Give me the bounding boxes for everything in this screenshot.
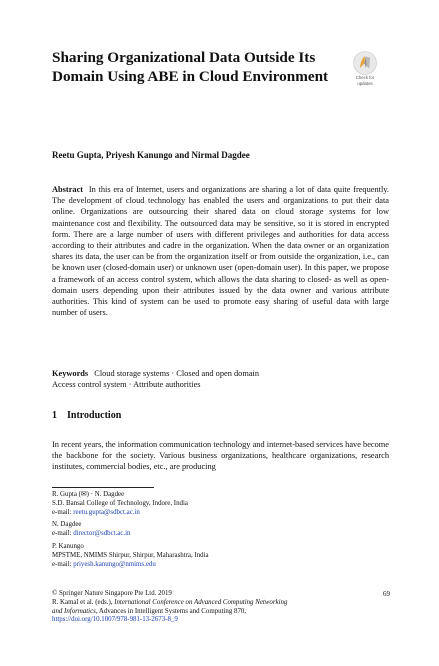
- email-label: e-mail:: [52, 560, 72, 568]
- keywords-line-2: Access control system · Attribute authorities: [52, 380, 201, 390]
- citation-line-2: [52, 608, 352, 617]
- footnote-affiliation: S.D. Bansal College of Technology, Indore, India: [52, 499, 188, 507]
- series-info: , Advances in Intelligent Systems and Computing 870,: [95, 607, 247, 615]
- author-list: Reetu Gupta, Priyesh Kanungo and Nirmal Dagdee: [52, 150, 250, 160]
- email-label: e-mail:: [52, 508, 72, 516]
- footnote-divider: [52, 487, 154, 488]
- footnote-gupta: [52, 491, 392, 517]
- introduction-paragraph: In recent years, the information communication technology and internet-based services have become the backbone for the society. Various business organizations, healthcare organizations, research institutes, commercial bodies, etc., are producing: [52, 440, 389, 472]
- doi-link[interactable]: https://doi.org/10.1007/978-981-13-2673-8_9: [52, 616, 178, 624]
- keywords-line-1: Cloud storage systems · Closed and open domain: [94, 369, 260, 378]
- badge-line-2: updates: [357, 80, 373, 86]
- abstract-text: In this era of Internet, users and organizations are sharing a lot of data quite frequently. The development of cloud technology has enabled the users and organizations to put their data online. Organizations are outsourcing their shared data on cloud storage systems for low maintenance cost and flexibility. The outsourced data may be sensitive, so it is stored in encrypted form. There are a large number of users with different privileges and authorities for data access according to their attributes and cadre in the organization. When the data owner or an organization shares its data, the user can be from the organization itself or from outside the organization, i.e., can be known user (closed-domain user) or unknown user (open-domain user). In this paper, we propose a framework of an access control system, which allows the data sharing to closed- as well as open-domain users depending upon their attributes issued by the data owner and various attribute authorities. This kind of system can be used to promote easy sharing of useful data with large number of users.: [52, 185, 389, 318]
- section-number: 1: [52, 410, 57, 421]
- footnote-kanungo: [52, 543, 392, 569]
- section-title: Introduction: [67, 410, 122, 421]
- email-link[interactable]: priyesh.kanungo@nmims.edu: [73, 560, 156, 568]
- section-heading: [52, 410, 352, 421]
- copyright-line: © Springer Nature Singapore Pte Ltd. 2019: [52, 590, 172, 597]
- email-link[interactable]: director@sdbct.ac.in: [73, 530, 131, 538]
- footnote-affiliation: MPSTME, NMIMS Shirpur, Shirpur, Maharashtra, India: [52, 551, 209, 559]
- badge-line-1: Check for: [355, 75, 375, 80]
- conference-name: International Conference on Advanced Computing Networking: [114, 598, 288, 606]
- conference-name-cont: and Informatics: [52, 607, 96, 615]
- citation-line-1: [52, 599, 352, 608]
- email-link[interactable]: reetu.gupta@sdbct.ac.in: [73, 508, 140, 516]
- email-label: e-mail:: [52, 530, 72, 538]
- footnote-name: P. Kanungo: [52, 542, 84, 550]
- author-footnotes: [52, 491, 392, 573]
- bookmark-check-icon: [353, 51, 377, 75]
- footnote-email-row: [52, 530, 392, 539]
- footnote-email-row: [52, 561, 392, 570]
- page-number: 69: [383, 590, 390, 598]
- keywords: [52, 368, 389, 390]
- footnote-name: R. Gupta (✉) · N. Dagdee: [52, 491, 125, 498]
- check-for-updates-badge[interactable]: [350, 51, 380, 87]
- footnote-name: N. Dagdee: [52, 521, 82, 529]
- abstract-label: Abstract: [52, 185, 84, 194]
- paper-title: Sharing Organizational Data Outside Its Domain Using ABE in Cloud Environment: [52, 49, 329, 85]
- abstract: [52, 184, 389, 318]
- footnote-email-row: [52, 509, 392, 518]
- keywords-label: Keywords: [52, 369, 89, 378]
- citation-editors: R. Kamal et al. (eds.),: [52, 598, 115, 606]
- copyright-notice: [52, 590, 352, 625]
- footnote-dagdee: [52, 521, 392, 539]
